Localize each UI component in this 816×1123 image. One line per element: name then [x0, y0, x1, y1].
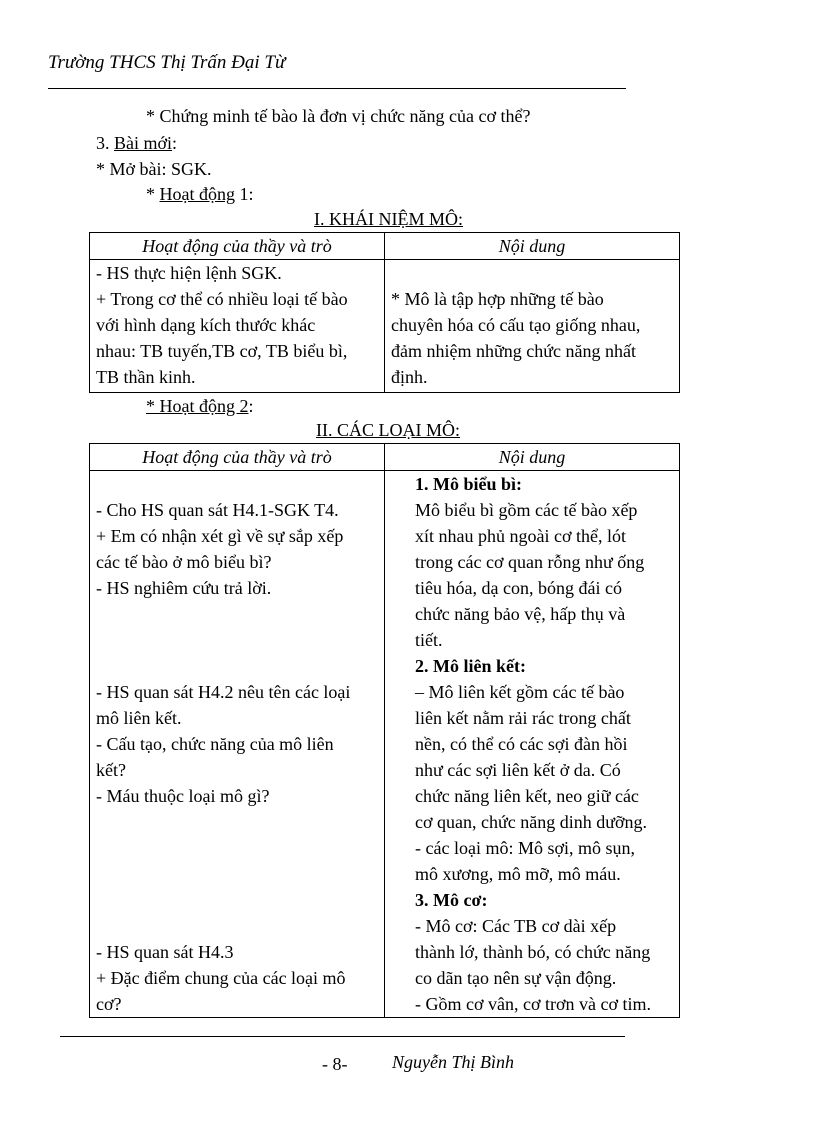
- section2-right-line: 2. Mô liên kết:: [415, 656, 526, 676]
- new-lesson-num: 3.: [96, 133, 114, 153]
- section2-left-line: - HS quan sát H4.2 nêu tên các loại: [96, 682, 351, 702]
- section2-left-line: kết?: [96, 760, 126, 780]
- page-number: - 8-: [322, 1054, 348, 1074]
- section2-title: II. CÁC LOẠI MÔ:: [316, 420, 460, 440]
- section1-left-cell: [90, 260, 385, 393]
- section2-left-line: - Máu thuộc loại mô gì?: [96, 786, 270, 806]
- section1-left-line: TB thần kinh.: [96, 367, 196, 387]
- new-lesson-heading: [96, 133, 177, 154]
- section2-left-line: + Đặc điểm chung của các loại mô: [96, 968, 346, 988]
- section2-right-line: - các loại mô: Mô sợi, mô sụn,: [415, 838, 635, 858]
- section2-left-line: - HS nghiêm cứu trả lời.: [96, 578, 272, 598]
- section1-table: [89, 232, 680, 393]
- opening-line: * Mở bài: SGK.: [96, 159, 212, 179]
- activity1-label: Hoạt động: [159, 184, 235, 204]
- section2-right-line: chức năng liên kết, neo giữ các: [415, 786, 639, 806]
- footer-divider: [60, 1036, 625, 1037]
- section1-left-line: với hình dạng kích thước khác: [96, 315, 316, 335]
- review-question: * Chứng minh tế bào là đơn vị chức năng của cơ thể?: [146, 106, 531, 126]
- section2-right-line: 3. Mô cơ:: [415, 890, 488, 910]
- activity1-suffix: 1:: [235, 184, 254, 204]
- section2-right-line: thành lớ, thành bó, có chức năng: [415, 942, 651, 962]
- section2-right-line: mô xương, mô mỡ, mô máu.: [415, 864, 621, 884]
- spacer: [96, 809, 378, 939]
- section2-right-line: - Gồm cơ vân, cơ trơn và cơ tim.: [415, 994, 652, 1014]
- section1-right-header: Nội dung: [385, 233, 680, 260]
- section2-left-header: Hoạt động của thầy và trò: [90, 444, 385, 471]
- section2-table: [89, 443, 680, 1018]
- activity1-heading: [146, 184, 254, 205]
- section2-right-line: 1. Mô biểu bì:: [415, 474, 523, 494]
- activity2-label: * Hoạt động 2: [146, 396, 249, 416]
- section1-left-line: + Trong cơ thể có nhiều loại tế bào: [96, 289, 348, 309]
- header-divider: [48, 88, 626, 89]
- section2-right-line: - Mô cơ: Các TB cơ dài xếp: [415, 916, 617, 936]
- section2-right-header: Nội dung: [385, 444, 680, 471]
- section1-right-line: đảm nhiệm những chức năng nhất: [391, 341, 636, 361]
- section2-left-line: các tế bào ở mô biểu bì?: [96, 552, 272, 572]
- section2-left-line: - Cấu tạo, chức năng của mô liên: [96, 734, 334, 754]
- section1-right-line: * Mô là tập hợp những tế bào: [391, 289, 604, 309]
- new-lesson-suffix: :: [172, 133, 178, 153]
- section2-right-line: – Mô liên kết gồm các tế bào: [415, 682, 625, 702]
- section2-left-line: - Cho HS quan sát H4.1-SGK T4.: [96, 500, 339, 520]
- footer-author: Nguyễn Thị Bình: [392, 1052, 514, 1072]
- section1-title: I. KHÁI NIỆM MÔ:: [314, 209, 463, 229]
- activity2-heading: [146, 396, 254, 417]
- section2-left-line: mô liên kết.: [96, 708, 182, 728]
- section2-right-line: tiêu hóa, dạ con, bóng đái có: [415, 578, 622, 598]
- section2-right-line: co dãn tạo nên sự vận động.: [415, 968, 617, 988]
- section2-right-line: như các sợi liên kết ở da. Có: [415, 760, 621, 780]
- section2-left-line: + Em có nhận xét gì về sự sắp xếp: [96, 526, 344, 546]
- section2-right-line: Mô biểu bì gồm các tế bào xếp: [415, 500, 638, 520]
- section2-right-line: xít nhau phủ ngoài cơ thể, lót: [415, 526, 626, 546]
- section2-left-line: - HS quan sát H4.3: [96, 942, 234, 962]
- section2-right-line: tiết.: [415, 630, 443, 650]
- section1-left-header: Hoạt động của thầy và trò: [90, 233, 385, 260]
- section1-left-line: nhau: TB tuyến,TB cơ, TB biểu bì,: [96, 341, 348, 361]
- activity2-suffix: :: [248, 396, 254, 416]
- section1-left-line: - HS thực hiện lệnh SGK.: [96, 263, 282, 283]
- section2-left-cell: [90, 471, 385, 1018]
- section2-right-line: cơ quan, chức năng dinh dưỡng.: [415, 812, 647, 832]
- section1-right-line: định.: [391, 367, 428, 387]
- section1-right-line: chuyên hóa có cấu tạo giống nhau,: [391, 315, 641, 335]
- section2-right-line: liên kết nằm rải rác trong chất: [415, 708, 631, 728]
- section1-right-cell: [385, 260, 680, 393]
- section2-right-line: chức năng bảo vệ, hấp thụ và: [415, 604, 626, 624]
- header-title: Trường THCS Thị Trấn Đại Từ: [48, 52, 286, 73]
- section2-right-line: trong các cơ quan rỗng như ống: [415, 552, 645, 572]
- section2-left-line: cơ?: [96, 994, 122, 1014]
- activity1-prefix: *: [146, 184, 160, 204]
- spacer: [96, 601, 378, 679]
- new-lesson-label: Bài mới: [114, 133, 173, 153]
- section2-right-line: nền, có thể có các sợi đàn hồi: [415, 734, 628, 754]
- section2-right-cell: [385, 471, 680, 1018]
